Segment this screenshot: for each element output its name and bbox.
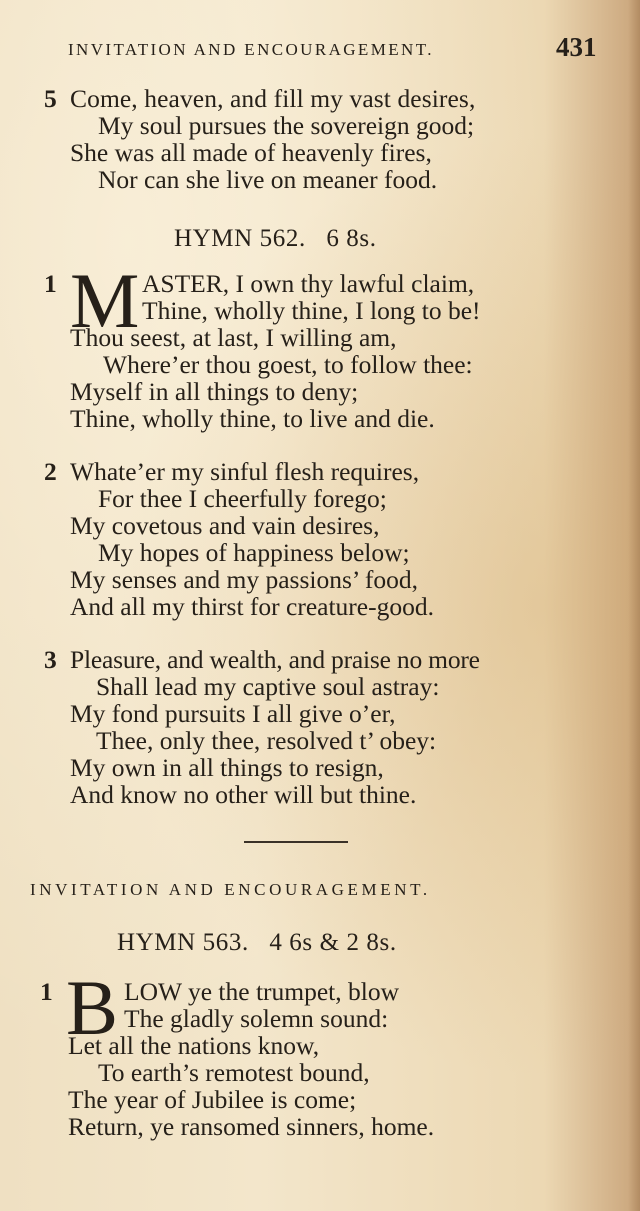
verse-line: Thou seest, at last, I willing am, (70, 323, 397, 352)
verse-line: The year of Jubilee is come; (68, 1085, 357, 1114)
verse-line: The gladly solemn sound: (124, 1004, 389, 1033)
stanza-number: 1 (44, 269, 57, 298)
verse-line: My covetous and vain desires, (70, 511, 380, 540)
verse-line: Where’er thou goest, to follow thee: (103, 350, 473, 379)
verse-line: Nor can she live on meaner food. (98, 165, 438, 194)
hymn-562-title (174, 225, 377, 253)
verse-line: She was all made of heavenly fires, (70, 138, 432, 167)
verse-line: ASTER, I own thy lawful claim, (142, 269, 475, 298)
section-heading: INVITATION AND ENCOURAGEMENT. (30, 880, 431, 899)
verse-line: To earth’s remotest bound, (98, 1058, 370, 1087)
verse-line: And all my thirst for creature-good. (70, 592, 434, 621)
hymn-meter: 4 6s & 2 8s. (269, 929, 397, 956)
stanza-number: 5 (44, 84, 57, 113)
page-number: 431 (556, 32, 597, 62)
hymn-number: HYMN 562. (174, 225, 306, 252)
stanza-number: 3 (44, 645, 57, 674)
verse-line: Myself in all things to deny; (70, 377, 359, 406)
stanza-number: 1 (40, 977, 53, 1006)
verse-line: LOW ye the trumpet, blow (124, 977, 400, 1006)
verse-line: Return, ye ransomed sinners, home. (68, 1112, 435, 1141)
verse-line: Thine, wholly thine, I long to be! (142, 296, 481, 325)
verse-line: Shall lead my captive soul astray: (96, 672, 440, 701)
verse-line: My fond pursuits I all give o’er, (70, 699, 396, 728)
verse-line: Whate’er my sinful flesh requires, (70, 457, 420, 486)
verse-line: Come, heaven, and fill my vast desires, (70, 84, 476, 113)
section-divider (244, 841, 348, 843)
verse-line: Let all the nations know, (68, 1031, 320, 1060)
verse-line: Pleasure, and wealth, and praise no more (70, 645, 480, 674)
running-title: INVITATION AND ENCOURAGEMENT. (68, 40, 434, 59)
verse-line: My hopes of happiness below; (98, 538, 410, 567)
verse-line: And know no other will but thine. (70, 780, 417, 809)
verse-line: Thine, wholly thine, to live and die. (70, 404, 435, 433)
verse-line: My soul pursues the sovereign good; (98, 111, 475, 140)
hymn-563-title (117, 929, 397, 957)
verse-line: My senses and my passions’ food, (70, 565, 418, 594)
hymn-meter: 6 8s. (326, 225, 377, 252)
hymn-number: HYMN 563. (117, 929, 249, 956)
drop-cap: M (70, 257, 140, 344)
stanza-number: 2 (44, 457, 57, 486)
verse-line: For thee I cheerfully forego; (98, 484, 387, 513)
drop-cap: B (66, 964, 119, 1051)
verse-line: My own in all things to resign, (70, 753, 384, 782)
verse-line: Thee, only thee, resolved t’ obey: (96, 726, 437, 755)
page-edge-shadow (628, 0, 640, 1211)
